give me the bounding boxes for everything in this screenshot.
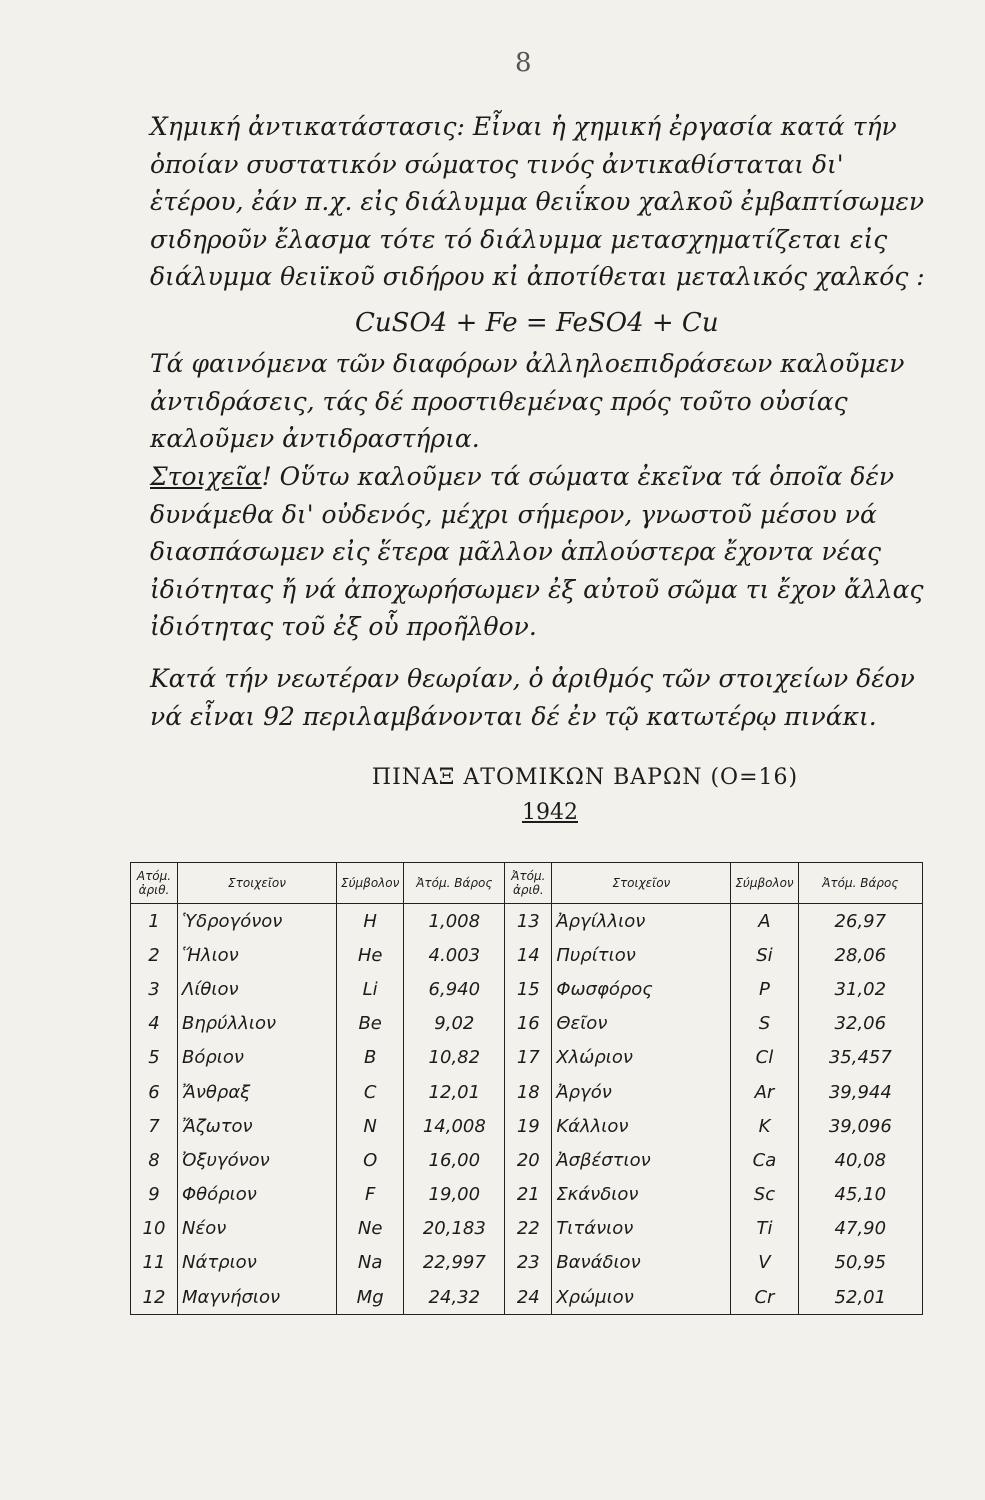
- table-cell: 45,10: [798, 1178, 922, 1212]
- table-cell: 19,00: [404, 1178, 505, 1212]
- elements-term: Στοιχεῖα: [150, 462, 262, 491]
- table-cell: 15: [505, 972, 552, 1006]
- paragraph-theory: Κατά τήν νεωτέραν θεωρίαν, ὁ ἀριθμός τῶν στοιχείων δέον νά εἶναι 92 περιλαμβάνονται δέ ἐν τῷ κατωτέρῳ πινάκι.: [150, 664, 915, 731]
- table-cell: 14,008: [404, 1109, 505, 1143]
- table-cell: S: [731, 1007, 798, 1041]
- paragraph-substitution: Χημική ἀντικατάστασις: Εἶναι ἡ χημική ἐργασία κατά τήν ὁποίαν συστατικόν σώματος τινός ἀντικαθίσταται δι' ἑτέρου, ἐάν π.χ. εἰς διάλυμμα θειΐκου χαλκοῦ ἐμβαπτίσωμεν σιδηροῦν ἔλασμα τότε τό διάλυμμα μετασχηματίζεται εἰς διάλυμμα θειϊκοῦ σιδήρου κἰ ἀποτίθεται μεταλικός χαλκός :: [150, 112, 925, 291]
- table-cell: Mg: [337, 1280, 404, 1315]
- table-cell: 35,457: [798, 1041, 922, 1075]
- table-cell: 22: [505, 1212, 552, 1246]
- table-cell: Ἀργίλλιον: [552, 904, 731, 939]
- table-cell: 39,096: [798, 1109, 922, 1143]
- table-cell: Ἀσβέστιον: [552, 1143, 731, 1177]
- table-cell: 12,01: [404, 1075, 505, 1109]
- table-header-row: [131, 863, 923, 904]
- table-cell: 24: [505, 1280, 552, 1315]
- col-header: Ἀτόμ. ἀριθ.: [505, 863, 552, 904]
- table-cell: 40,08: [798, 1143, 922, 1177]
- col-header: Ατόμ. ἀριθ.: [131, 863, 178, 904]
- table-cell: 21: [505, 1178, 552, 1212]
- table-row: [131, 1075, 923, 1109]
- table-cell: 11: [131, 1246, 178, 1280]
- table-cell: Κάλλιον: [552, 1109, 731, 1143]
- table-row: [131, 1246, 923, 1280]
- table-cell: V: [731, 1246, 798, 1280]
- table-cell: Li: [337, 972, 404, 1006]
- elements-definition: ! Οὕτω καλοῦμεν τά σώματα ἐκεῖνα τά ὁποῖα δέν δυνάμεθα δι' οὐδενός, μέχρι σήμερον, γνωστοῦ μέσου νά διασπάσωμεν εἰς ἕτερα μᾶλλον ἁπλούστερα ἔχοντα νέας ἰδιότητας ἤ νά ἀποχωρήσωμεν ἐξ αὐτοῦ σῶμα τι ἔχον ἄλλας ἰδιότητας τοῦ ἐξ οὗ προῆλθον.: [150, 462, 924, 641]
- paragraph-elements: [150, 458, 940, 646]
- table-row: [131, 972, 923, 1006]
- table-cell: Ὀξυγόνον: [178, 1143, 337, 1177]
- table-cell: Σκάνδιον: [552, 1178, 731, 1212]
- table-cell: Ἄνθραξ: [178, 1075, 337, 1109]
- table-cell: B: [337, 1041, 404, 1075]
- table-cell: A: [731, 904, 798, 939]
- table-cell: 50,95: [798, 1246, 922, 1280]
- table-cell: P: [731, 972, 798, 1006]
- table-row: [131, 1041, 923, 1075]
- table-year: 1942: [522, 800, 578, 825]
- table-cell: Be: [337, 1007, 404, 1041]
- table-cell: 12: [131, 1280, 178, 1315]
- table-cell: Ne: [337, 1212, 404, 1246]
- table-cell: Βανάδιον: [552, 1246, 731, 1280]
- table-cell: 13: [505, 904, 552, 939]
- page-number: 8: [515, 48, 532, 78]
- table-cell: 4: [131, 1007, 178, 1041]
- table-cell: 4.003: [404, 938, 505, 972]
- table-cell: 39,944: [798, 1075, 922, 1109]
- table-row: [131, 904, 923, 939]
- table-cell: 32,06: [798, 1007, 922, 1041]
- table-cell: 23: [505, 1246, 552, 1280]
- table-cell: Cl: [731, 1041, 798, 1075]
- table-cell: Ar: [731, 1075, 798, 1109]
- table-cell: Λίθιον: [178, 972, 337, 1006]
- table-cell: 9: [131, 1178, 178, 1212]
- table-cell: 22,997: [404, 1246, 505, 1280]
- table-cell: 18: [505, 1075, 552, 1109]
- col-header: Σύμβολον: [337, 863, 404, 904]
- table-cell: 28,06: [798, 938, 922, 972]
- table-cell: 10: [131, 1212, 178, 1246]
- table-cell: Χρώμιον: [552, 1280, 731, 1315]
- table-row: [131, 1178, 923, 1212]
- table-cell: Cr: [731, 1280, 798, 1315]
- table-cell: K: [731, 1109, 798, 1143]
- table-row: [131, 938, 923, 972]
- table-cell: Χλώριον: [552, 1041, 731, 1075]
- table-cell: Πυρίτιον: [552, 938, 731, 972]
- table-cell: F: [337, 1178, 404, 1212]
- col-header: Ἀτόμ. Βάρος: [798, 863, 922, 904]
- table-cell: 20: [505, 1143, 552, 1177]
- table-cell: 2: [131, 938, 178, 972]
- atomic-weights-table: [130, 862, 923, 1315]
- table-cell: Μαγνήσιον: [178, 1280, 337, 1315]
- table-cell: Βηρύλλιον: [178, 1007, 337, 1041]
- table-cell: C: [337, 1075, 404, 1109]
- table-cell: Ὑδρογόνον: [178, 904, 337, 939]
- table-cell: Τιτάνιον: [552, 1212, 731, 1246]
- table-cell: 16: [505, 1007, 552, 1041]
- table-cell: Φθόριον: [178, 1178, 337, 1212]
- table-cell: N: [337, 1109, 404, 1143]
- table-cell: Νάτριον: [178, 1246, 337, 1280]
- table-title: ΠΙΝΑΞ ΑΤΟΜΙΚΩΝ ΒΑΡΩΝ (O=16): [371, 765, 799, 790]
- table-cell: Θεῖον: [552, 1007, 731, 1041]
- table-cell: 8: [131, 1143, 178, 1177]
- table-cell: 6,940: [404, 972, 505, 1006]
- table-cell: 3: [131, 972, 178, 1006]
- paragraph-reactions: Τά φαινόμενα τῶν διαφόρων ἀλληλοεπιδράσεων καλοῦμεν ἀντιδράσεις, τάς δέ προστιθεμένας πρός τοῦτο οὐσίας καλοῦμεν ἀντιδραστήρια.: [150, 349, 905, 453]
- table-cell: H: [337, 904, 404, 939]
- table-cell: 5: [131, 1041, 178, 1075]
- table-cell: 31,02: [798, 972, 922, 1006]
- table-cell: 9,02: [404, 1007, 505, 1041]
- table-cell: 10,82: [404, 1041, 505, 1075]
- table-row: [131, 1212, 923, 1246]
- table-cell: Ἄζωτον: [178, 1109, 337, 1143]
- table-cell: 1,008: [404, 904, 505, 939]
- table-cell: Na: [337, 1246, 404, 1280]
- chemical-equation: CuSO4 + Fe = FeSO4 + Cu: [355, 308, 719, 338]
- table-cell: 6: [131, 1075, 178, 1109]
- table-row: [131, 1007, 923, 1041]
- table-cell: Si: [731, 938, 798, 972]
- table-cell: 14: [505, 938, 552, 972]
- table-cell: 16,00: [404, 1143, 505, 1177]
- table-cell: Ἥλιον: [178, 938, 337, 972]
- table-cell: Βόριον: [178, 1041, 337, 1075]
- table-row: [131, 1280, 923, 1315]
- table-cell: Ἀργόν: [552, 1075, 731, 1109]
- table-cell: He: [337, 938, 404, 972]
- col-header: Σύμβολον: [731, 863, 798, 904]
- table-cell: 19: [505, 1109, 552, 1143]
- col-header: Στοιχεῖον: [552, 863, 731, 904]
- table-row: [131, 1143, 923, 1177]
- table-cell: 47,90: [798, 1212, 922, 1246]
- table-cell: Ti: [731, 1212, 798, 1246]
- table-cell: Νέον: [178, 1212, 337, 1246]
- table-cell: 7: [131, 1109, 178, 1143]
- table-cell: 17: [505, 1041, 552, 1075]
- table-cell: 26,97: [798, 904, 922, 939]
- table-cell: 1: [131, 904, 178, 939]
- table-cell: Φωσφόρος: [552, 972, 731, 1006]
- table-cell: Sc: [731, 1178, 798, 1212]
- col-header: Στοιχεῖον: [178, 863, 337, 904]
- table-cell: 20,183: [404, 1212, 505, 1246]
- table-cell: 52,01: [798, 1280, 922, 1315]
- table-cell: O: [337, 1143, 404, 1177]
- table-cell: 24,32: [404, 1280, 505, 1315]
- table-cell: Ca: [731, 1143, 798, 1177]
- col-header: Ἀτόμ. Βάρος: [404, 863, 505, 904]
- table-row: [131, 1109, 923, 1143]
